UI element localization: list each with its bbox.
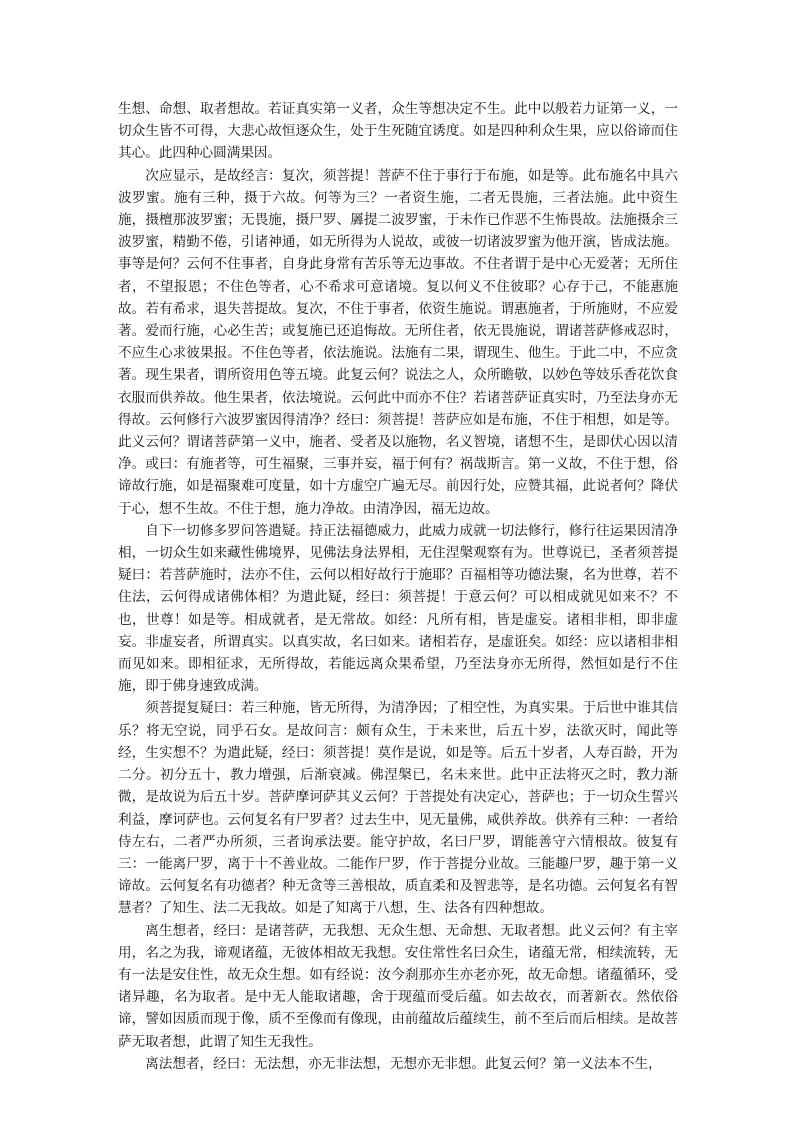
paragraph-3: 自下一切修多罗问答遣疑。持正法福德威力，此威力成就一切法修行，修行往运果因清净相，一切众生如来藏性佛境界，见佛法身法界相，无住涅槃观察有为。世尊说已，圣者须菩提疑曰：若菩萨施时，法亦不住，云何以相好故行于施耶？百福相等功德法聚，名为世尊，若不住法，云何得成诸佛体相？为遣此疑，经曰：须菩提！于意云何？可以相成就见如来不？不也，世尊！如是等。相成就者，是无常故。如经：凡所有相，皆是虚妄。诸相非相，即非虚妄。非虚妄者，所谓真实。以真实故，名曰如来。诸相若存，是虚诳矣。如经：应以诸相非相而见如来。即相征求，无所得故，若能远离众果希望，乃至法身亦无所得，然恒如是行不住施，即于佛身速致成满。 xyxy=(118,522,678,695)
paragraph-5: 离生想者，经曰：是诸菩萨，无我想、无众生想、无命想、无取者想。此义云何？有主宰用，名之为我，谛观诸蕴，无彼体相故无我想。安住常性名曰众生，诸蕴无常，相续流转，无有一法是安住性，故无众生想。如有经说：汝今刹那亦生亦老亦死，故无命想。诸蕴循环，受诸异趣，名为取者。是中无人能取诸趣，舍于现蕴而受后蕴。如去故衣，而著新衣。然依俗谛，譬如因质而现于像，质不至像而有像现，由前蕴故后蕴续生，前不至后而后相续。是故菩萨无取者想，此谓了知生无我性。 xyxy=(118,922,678,1050)
document-page xyxy=(118,98,678,1075)
paragraph-1: 生想、命想、取者想故。若证真实第一义者，众生等想决定不生。此中以般若力证第一义，一切众生皆不可得，大悲心故恒逐众生，处于生死随宜诱度。如是四种利众生果，应以俗谛而住其心。此四种心圆满果因。 xyxy=(118,101,678,162)
paragraph-4: 须菩提复疑曰：若三种施，皆无所得，为清净因；了相空性，为真实果。于后世中谁其信乐？将无空说，同乎石女。是故问言：颇有众生，于未来世，后五十岁，法欲灭时，闻此等经，生实想不？为遣此疑，经曰：须菩提！莫作是说，如是等。后五十岁者，人寿百龄，开为二分。初分五十，教力增强，后渐衰减。佛涅槃已，名未来世。此中正法将灭之时，教力渐微，是故说为后五十岁。菩萨摩诃萨其义云何？于菩提处有决定心，菩萨也；于一切众生誓兴利益，摩诃萨也。云何复名有尸罗者？过去生中，见无量佛，咸供养故。供养有三种：一者给侍左右，二者严办所须，三者询承法要。能守护故，名曰尸罗，谓能善守六情根故。彼复有三：一能离尸罗，离于十不善业故。二能作尸罗，作于菩提分业故。三能趣尸罗，趣于第一义谛故。云何复名有功德者？种无贪等三善根故，质直柔和及智悲等，是名功德。云何复名有智慧者？了知生、法二无我故。如是了知离于八想，生、法各有四种想故。 xyxy=(118,700,678,917)
paragraph-6: 离法想者，经曰：无法想，亦无非法想，无想亦无非想。此复云何？第一义法本不生， xyxy=(145,1055,662,1072)
paragraph-2: 次应显示，是故经言：复次，须菩提！菩萨不住于事行于布施，如是等。此布施名中具六波罗蜜。施有三种，摄于六故。何等为三？一者资生施，二者无畏施，三者法施。此中资生施，摄檀那波罗蜜；无畏施，摄尸罗、羼提二波罗蜜，于未作已作恶不生怖畏故。法施摄余三波罗蜜，精勤不倦，引诸神通，如无所得为人说故，或彼一切诸波罗蜜为他开演，皆成法施。事等是何？云何不住事者，自身此身常有苦乐等无边事故。不住者谓于是中心无爱著；无所住者，不望报恩；不住色等者，心不希求可意诸境。复以何义不住彼耶？心存于己，不能惠施故。若有希求，退失菩提故。复次，不住于事者，依资生施说。谓惠施者，于所施财，不应爱著。爱而行施，心必生苦；或复施已还追悔故。无所住者，依无畏施说，谓诸菩萨修戒忍时，不应生心求彼果报。不住色等者，依法施说。法施有二果，谓现生、他生。于此二中，不应贪著。现生果者，谓所资用色等五境。此复云何？说法之人，众所瞻敬，以妙色等妓乐香花饮食衣服而供养故。他生果者，依法境说。云何此中而亦不住？若诸菩萨证真实时，乃至法身亦无得故。云何修行六波罗蜜因得清净？经曰：须菩提！菩萨应如是布施，不住于相想，如是等。此义云何？谓诸菩萨第一义中，施者、受者及以施物，名义智境，诸想不生，是即伏心因以清净。或曰：有施者等，可生福聚，三事并妄，福于何有？祸哉斯言。第一义故，不住于想，俗谛故行施，如是福聚难可度量，如十方虚空广遍无尽。前因行处，应赞其福，此说者何？降伏于心，想不生故。不住于想，施力净故。由清净因，福无边故。 xyxy=(118,167,678,517)
